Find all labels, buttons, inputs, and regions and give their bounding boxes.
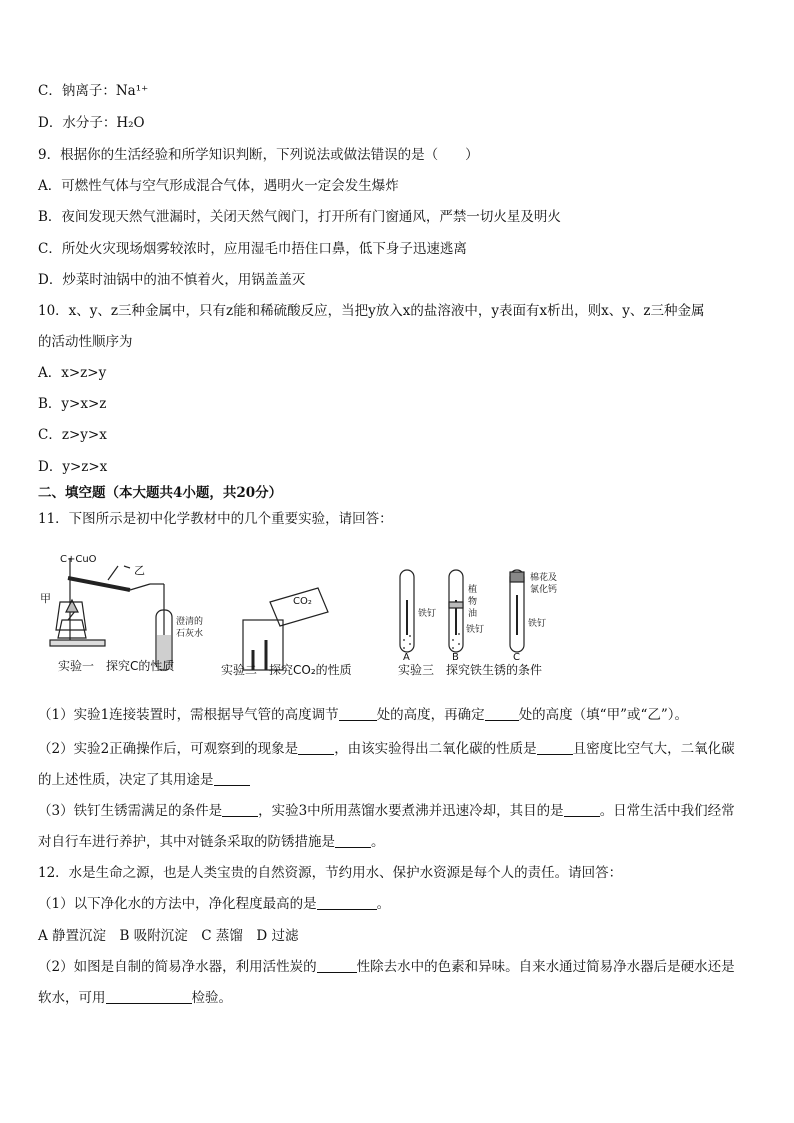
tube-b-nail-label: 铁钉 bbox=[466, 625, 485, 635]
co2-bottle-label: CO₂ bbox=[293, 596, 312, 607]
tube-c-nail-label: 铁钉 bbox=[528, 619, 547, 629]
q12-2-text-d: 检验。 bbox=[191, 990, 232, 1006]
question-10-stem: 10．x、y、z三种金属中，只有z能和稀硫酸反应，当把y放入x的盐溶液中，y表面有x析出，则x、y、z三种金属 bbox=[38, 303, 705, 319]
question-12-part-2 bbox=[38, 958, 735, 976]
question-11-part-3 bbox=[38, 802, 735, 820]
q11-3-text-e: 。 bbox=[371, 834, 385, 850]
answer-blank[interactable] bbox=[564, 803, 600, 817]
q11-1-text-a: （1）实验1连接装置时，需根据导气管的高度调节 bbox=[38, 707, 339, 723]
tube-b-label: B bbox=[452, 652, 459, 663]
q11-2-text-a: （2）实验2正确操作后，可观察到的现象是 bbox=[38, 741, 299, 757]
question-10-stem-cont: 的活动性顺序为 bbox=[38, 334, 133, 350]
caption-experiment-3: 实验三 探究铁生锈的条件 bbox=[398, 663, 543, 677]
experiment-figure bbox=[38, 540, 578, 685]
q11-1-text-b: 处的高度，再确定 bbox=[376, 707, 485, 723]
q12-1-text-a: （1）以下净化水的方法中，净化程度最高的是 bbox=[38, 896, 317, 912]
tube-a-nail-label: 铁钉 bbox=[418, 609, 437, 619]
exp1-reactants-label: C+CuO bbox=[60, 554, 97, 565]
cotton-label-2: 氯化钙 bbox=[530, 585, 558, 595]
answer-blank[interactable] bbox=[339, 707, 377, 721]
answer-blank[interactable] bbox=[222, 803, 258, 817]
question-12-part-2-cont bbox=[38, 989, 232, 1007]
tube-a-label: A bbox=[403, 652, 410, 663]
question-9-stem: 9．根据你的生活经验和所学知识判断，下列说法或做法错误的是（ ） bbox=[38, 147, 479, 163]
answer-blank[interactable] bbox=[485, 707, 519, 721]
caption-experiment-2: 实验二 探究CO₂的性质 bbox=[221, 663, 352, 677]
q11-2-text-d: 的上述性质，决定了其用途是 bbox=[38, 772, 214, 788]
q11-1-text-c: 处的高度（填“甲”或“乙”）。 bbox=[518, 707, 689, 723]
limewater-label-1: 澄清的 bbox=[176, 617, 204, 627]
oil-label-1: 植 bbox=[468, 585, 478, 595]
question-9-option-c: C．所处火灾现场烟雾较浓时，应用湿毛巾捂住口鼻，低下身子迅速逃离 bbox=[38, 241, 467, 257]
answer-blank[interactable] bbox=[537, 741, 573, 755]
q11-3-text-a: （3）铁钉生锈需满足的条件是 bbox=[38, 803, 223, 819]
cotton-label-1: 棉花及 bbox=[530, 573, 558, 583]
option-c-sodium-ion: C．钠离子：Na¹⁺ bbox=[38, 83, 149, 99]
question-10-option-a: A．x>z>y bbox=[38, 365, 107, 381]
label-yi: 乙 bbox=[134, 564, 145, 577]
question-11-stem: 11．下图所示是初中化学教材中的几个重要实验，请回答： bbox=[38, 511, 393, 527]
question-12-part-1 bbox=[38, 895, 390, 913]
q11-2-text-b: ，由该实验得出二氧化碳的性质是 bbox=[334, 741, 537, 757]
question-12-options: A 静置沉淀 B 吸附沉淀 C 蒸馏 D 过滤 bbox=[38, 928, 299, 944]
oil-label-3: 油 bbox=[468, 609, 478, 619]
q11-3-text-c: 。日常生活中我们经常 bbox=[599, 803, 735, 819]
q12-2-text-b: 性除去水中的色素和异味。自来水通过简易净水器后是硬水还是 bbox=[356, 959, 735, 975]
question-12-stem: 12．水是生命之源，也是人类宝贵的自然资源，节约用水、保护水资源是每个人的责任。请回答： bbox=[38, 865, 623, 881]
question-11-part-2 bbox=[38, 740, 735, 758]
question-11-part-3-cont bbox=[38, 833, 385, 851]
question-9-option-a: A．可燃性气体与空气形成混合气体，遇明火一定会发生爆炸 bbox=[38, 178, 399, 194]
question-9-option-d: D．炒菜时油锅中的油不慎着火，用锅盖盖灭 bbox=[38, 272, 306, 288]
answer-blank[interactable] bbox=[214, 772, 250, 786]
caption-experiment-1: 实验一 探究C的性质 bbox=[58, 659, 175, 673]
oil-label-2: 物 bbox=[468, 597, 478, 607]
experiment-diagram bbox=[38, 540, 578, 685]
answer-blank[interactable] bbox=[335, 834, 371, 848]
q11-2-text-c: 且密度比空气大，二氧化碳 bbox=[572, 741, 735, 757]
section-heading-fill-in: 二、填空题（本大题共4小题，共20分） bbox=[38, 485, 283, 501]
answer-blank[interactable] bbox=[317, 896, 377, 910]
q12-1-text-b: 。 bbox=[376, 896, 391, 912]
tube-c-label: C bbox=[513, 652, 520, 663]
q11-3-text-d: 对自行车进行养护，其中对链条采取的防锈措施是 bbox=[38, 834, 335, 850]
limewater-label-2: 石灰水 bbox=[176, 629, 204, 639]
question-10-option-b: B．y>x>z bbox=[38, 396, 107, 412]
question-10-option-d: D．y>z>x bbox=[38, 459, 108, 475]
answer-blank[interactable] bbox=[298, 741, 334, 755]
question-10-option-c: C．z>y>x bbox=[38, 427, 107, 443]
answer-blank[interactable] bbox=[317, 959, 357, 973]
answer-blank[interactable] bbox=[106, 990, 192, 1004]
label-jia: 甲 bbox=[40, 592, 51, 605]
q11-3-text-b: ，实验3中所用蒸馏水要煮沸并迅速冷却，其目的是 bbox=[258, 803, 564, 819]
question-11-part-2-cont bbox=[38, 771, 250, 789]
option-d-water-molecule: D．水分子：H₂O bbox=[38, 115, 145, 131]
question-11-part-1 bbox=[38, 706, 688, 724]
q12-2-text-a: （2）如图是自制的简易净水器，利用活性炭的 bbox=[38, 959, 317, 975]
q12-2-text-c: 软水，可用 bbox=[38, 990, 106, 1006]
question-9-option-b: B．夜间发现天然气泄漏时，关闭天然气阀门，打开所有门窗通风，严禁一切火星及明火 bbox=[38, 209, 561, 225]
